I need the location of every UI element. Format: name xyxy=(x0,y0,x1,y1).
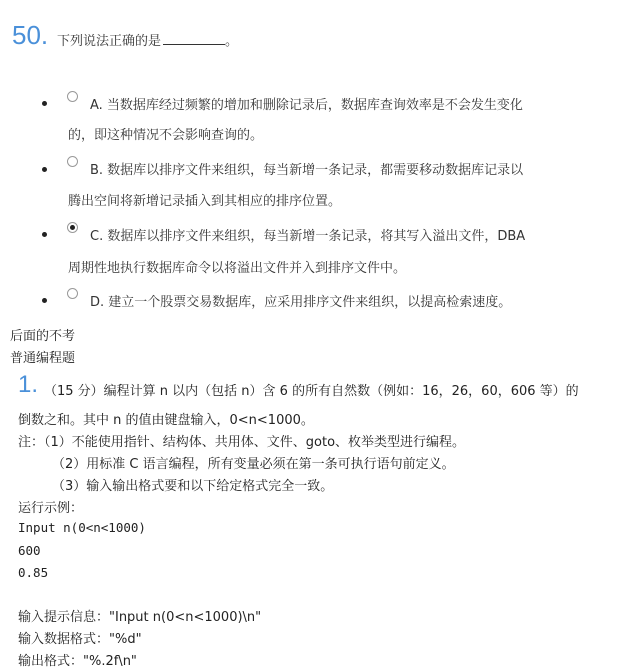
program-prompt-line1: （15 分）编程计算 n 以内（包括 n）含 6 的所有自然数（例如：16，26，60，606 等）的 xyxy=(44,384,579,399)
bullet-icon xyxy=(42,298,47,303)
question-prompt-suffix: 。 xyxy=(225,34,239,49)
option-c-line2: 周期性地执行数据库命令以将溢出文件并入到排序文件中。 xyxy=(68,261,407,276)
program-question-number: 1. xyxy=(18,371,39,398)
example-label: 运行示例： xyxy=(18,501,84,516)
option-b-line2: 腾出空间将新增记录插入到其相应的排序位置。 xyxy=(68,194,342,209)
bullet-icon xyxy=(42,232,47,237)
bullet-icon xyxy=(42,167,47,172)
answer-blank xyxy=(163,32,225,45)
section-title: 普通编程题 xyxy=(10,351,76,366)
radio-option-d[interactable] xyxy=(67,288,78,299)
example-line-1: Input n(0<n<1000) xyxy=(18,520,146,535)
question-prompt-text: 下列说法正确的是 xyxy=(57,34,162,49)
option-d-line1: D. 建立一个股票交易数据库，应采用排序文件来组织，以提高检索速度。 xyxy=(90,295,512,310)
option-a-line2: 的，即这种情况不会影响查询的。 xyxy=(68,128,264,143)
radio-option-c[interactable] xyxy=(67,222,78,233)
io-input-format: 输入数据格式："%d" xyxy=(18,632,142,647)
skip-note: 后面的不考 xyxy=(10,329,76,344)
option-c-line1: C. 数据库以排序文件来组织，每当新增一条记录，将其写入溢出文件，DBA xyxy=(90,229,526,244)
program-note-2: （2）用标准 C 语言编程，所有变量必须在第一条可执行语句前定义。 xyxy=(52,457,455,472)
io-prompt: 输入提示信息："Input n(0<n<1000)\n" xyxy=(18,610,262,625)
radio-option-b[interactable] xyxy=(67,156,78,167)
option-b-line1: B. 数据库以排序文件来组织，每当新增一条记录，都需要移动数据库记录以 xyxy=(90,163,524,178)
question-prompt xyxy=(57,30,238,49)
io-output-format: 输出格式："%.2f\n" xyxy=(18,654,137,669)
bullet-icon xyxy=(42,101,47,106)
option-a-line1: A. 当数据库经过频繁的增加和删除记录后，数据库查询效率是不会发生变化 xyxy=(90,98,523,113)
question-number: 50. xyxy=(12,20,49,50)
program-note-1: 注：（1）不能使用指针、结构体、共用体、文件、goto、枚举类型进行编程。 xyxy=(18,435,466,450)
radio-option-a[interactable] xyxy=(67,91,78,102)
program-prompt-line2: 倒数之和。其中 n 的值由键盘输入，0<n<1000。 xyxy=(18,413,314,428)
example-line-2: 600 xyxy=(18,543,41,558)
program-note-3: （3）输入输出格式要和以下给定格式完全一致。 xyxy=(52,479,334,494)
example-line-3: 0.85 xyxy=(18,565,49,580)
